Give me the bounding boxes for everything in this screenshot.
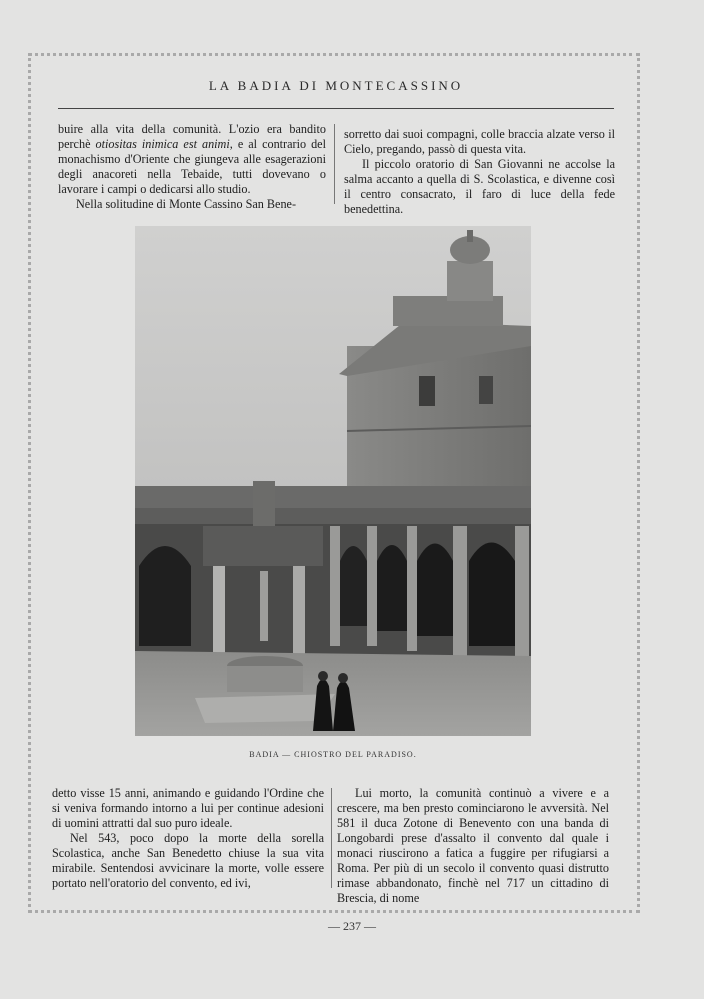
top-right-paragraph-1: sorretto dai suoi compagni, colle braccia alzate verso il Cielo, pregando, passò di questa vita.	[344, 127, 615, 156]
latin-quote: otiositas inimica est animi	[95, 137, 230, 151]
column-divider-bottom	[331, 788, 332, 888]
bottom-left-paragraph-2: Nel 543, poco dopo la morte della sorella Scolastica, anche San Benedetto chiuse la sua vita mirabile. Sentendosi avvicinare la morte, volle essere portato nell'oratorio del convento, ed ivi,	[52, 831, 324, 890]
bottom-left-column	[52, 786, 324, 891]
cloister-illustration	[135, 226, 531, 736]
top-left-paragraph-2: Nella solitudine di Monte Cassino San Bene-	[76, 197, 297, 211]
top-left-column	[58, 122, 326, 212]
page-number: — 237 —	[328, 919, 376, 933]
bottom-right-column	[337, 786, 609, 906]
photo-caption: BADIA — CHIOSTRO DEL PARADISO.	[249, 750, 417, 759]
bottom-right-paragraph-1: Lui morto, la comunità continuò a vivere e a crescere, ma ben presto cominciarono le avversità. Nel 581 il duca Zotone di Benevento con una banda di Longobardi prese d'assalto il convento dal quale i monaci riuscirono a fatica a fuggire per rifugiarsi a Roma. Per più di un secolo il convento quasi distrutto rimase abbandonato, finchè nel 717 un cittadino di Brescia, di nome	[337, 786, 609, 905]
bottom-left-paragraph-1: detto visse 15 anni, animando e guidando l'Ordine che si veniva formando intorno a lui per continue adesioni di uomini attratti dal suo puro ideale.	[52, 786, 324, 830]
running-head: LA BADIA DI MONTECASSINO	[208, 78, 464, 93]
top-right-column	[344, 127, 615, 217]
top-left-p1-text-a: buire alla vita della comunità. L'ozio era bandito perchè	[58, 122, 326, 151]
top-left-paragraph-1	[58, 122, 326, 197]
column-divider-top	[334, 124, 335, 204]
header-rule	[58, 108, 614, 109]
top-left-p1-text-b: , e al contrario del monachismo d'Oriente che giungeva alle esagerazioni degli anacoreti nella Tebaide, tutti dovevano o lavorare i campi o dedicarsi allo studio.	[58, 137, 326, 196]
cloister-photograph	[135, 226, 531, 736]
top-right-paragraph-2: Il piccolo oratorio di San Giovanni ne accolse la salma accanto a quella di S. Scolastica, e divenne così il centro consacrato, il faro di luce della fede benedettina.	[344, 157, 615, 216]
